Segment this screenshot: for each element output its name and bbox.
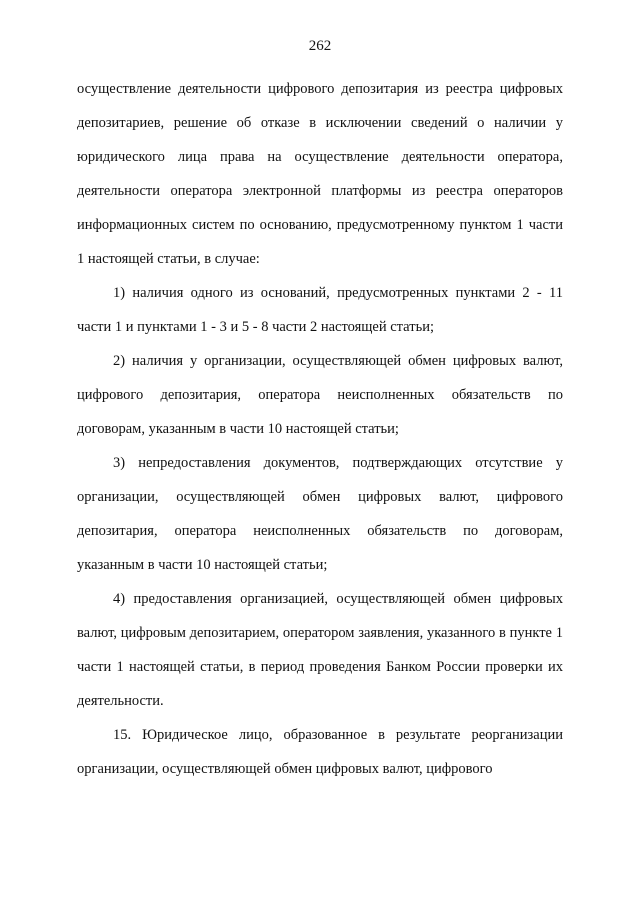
paragraph-intro: осуществление деятельности цифрового депозитария из реестра цифровых депозитариев, решение об отказе в исключении сведений о наличии у юридического лица права на осуществление деятельности оператора, деятельности оператора электронной платформы из реестра операторов информационных систем по основанию, предусмотренному пунктом 1 части 1 настоящей статьи, в случае: [77,81,563,267]
paragraph-item-15: 15. Юридическое лицо, образованное в результате реорганизации организации, осуществляющей обмен цифровых валют, цифрового [77,727,563,777]
paragraph-item-4: 4) предоставления организацией, осуществляющей обмен цифровых валют, цифровым депозитарием, оператором заявления, указанного в пункте 1 части 1 настоящей статьи, в период проведения Банком России проверки их деятельности. [77,591,563,709]
document-body [77,72,563,786]
paragraph-item-1: 1) наличия одного из оснований, предусмотренных пунктами 2 - 11 части 1 и пунктами 1 - 3 и 5 - 8 части 2 настоящей статьи; [77,285,563,335]
paragraph-item-3: 3) непредоставления документов, подтверждающих отсутствие у организации, осуществляющей обмен цифровых валют, цифрового депозитария, оператора неисполненных обязательств по договорам, указанным в части 10 настоящей статьи; [77,455,563,573]
paragraph-item-2: 2) наличия у организации, осуществляющей обмен цифровых валют, цифрового депозитария, оператора неисполненных обязательств по договорам, указанным в части 10 настоящей статьи; [77,353,563,437]
page-number: 262 [308,38,332,54]
